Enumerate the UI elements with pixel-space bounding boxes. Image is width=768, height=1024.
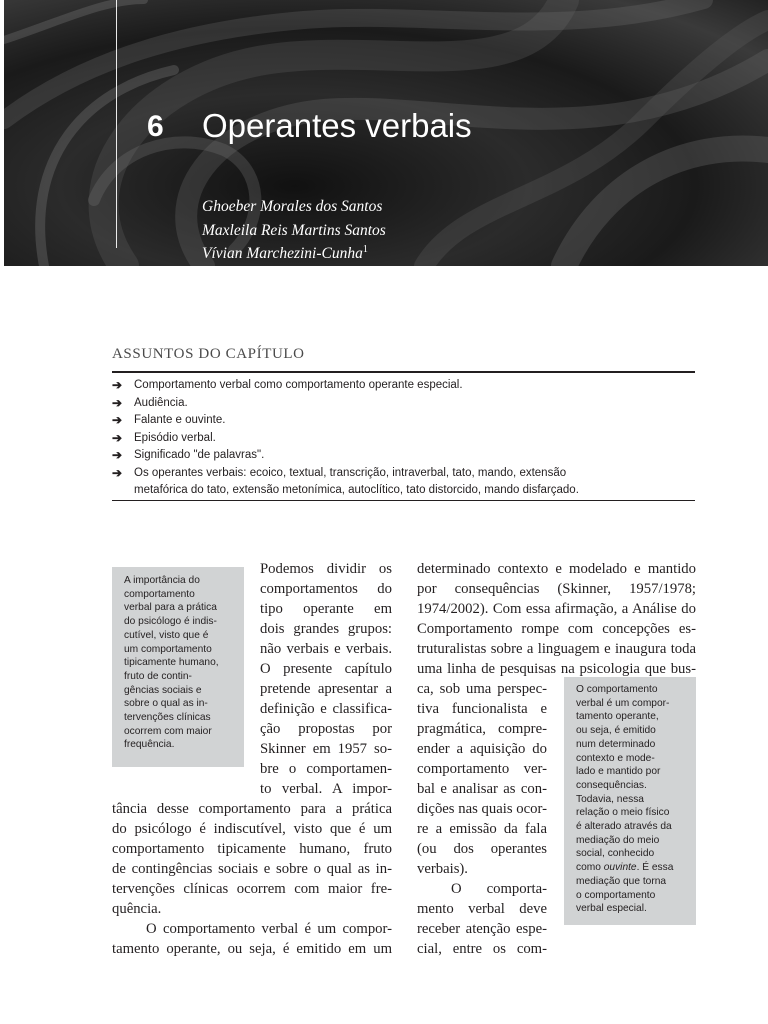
sidebar-line: contexto e mode- (576, 752, 655, 764)
author: Vívian Marchezini-Cunha$^1$ (202, 244, 368, 263)
body-text-line: não verbais e verbais. (260, 641, 392, 657)
body-text-line: do psicólogo é indiscutível, visto que é um (112, 821, 392, 837)
sidebar-line: verbal para a prática (124, 602, 217, 614)
body-column-1-narrow (260, 559, 392, 799)
sidebar-line: O comportamento (576, 684, 658, 695)
sidebar-line: tipicamente humano, (124, 657, 219, 669)
body-text-line: quência. (112, 901, 162, 917)
body-text-line: definição e classifica- (260, 701, 392, 717)
body-text-line: comportamentos do (260, 581, 392, 597)
sidebar-line: ocorrem com maior (124, 725, 212, 737)
topic-text: Audiência. (134, 396, 188, 409)
topic-item (112, 465, 695, 500)
chapter-title: Operantes verbais (202, 107, 472, 144)
arrow-right-icon: ➔ (112, 395, 123, 410)
sidebar-line: mediação que torna (576, 875, 667, 887)
body-text-line: cial, entre os com- (417, 941, 547, 957)
topic-item (112, 412, 695, 430)
sidebar-line: frequência. (124, 739, 175, 751)
body-text-line: bal e analisar as con- (417, 781, 547, 797)
topics-top-rule (112, 371, 695, 373)
sidebar-line: gências sociais e (124, 684, 202, 696)
body-text-line: dois grandes grupos: (260, 621, 392, 637)
body-text-line: O presente capítulo (260, 661, 392, 677)
body-text-line: tervenções clínicas ocorrem com maior fre- (112, 881, 392, 897)
topic-text: metafórica do tato, extensão metonímica, autoclítico, tato distorcido, mando disfarçado. (134, 484, 579, 496)
sidebar-line: tervenções clínicas (124, 712, 211, 724)
sidebar-line: relação o meio físico (576, 807, 670, 819)
arrow-right-icon: ➔ (112, 413, 123, 427)
sidebar-line: num determinado (576, 738, 656, 750)
body-text-line: comportamento tipicamente humano, fruto (112, 841, 392, 857)
sidebar-line: verbal é um compor- (576, 697, 670, 709)
topic-text: Os operantes verbais: ecoico, textual, transcrição, intraverbal, tato, mando, extensão (134, 466, 567, 479)
body-text-line: tamento operante, ou seja, é emitido em um (112, 941, 392, 957)
sidebar-line: é alterado através da (576, 821, 672, 833)
body-text-line: (ou dos operantes (417, 841, 547, 857)
body-text-line: comportamento ver- (417, 761, 547, 777)
header-vertical-rule (116, 0, 117, 248)
body-text-line: receber atenção espe- (417, 921, 547, 937)
sidebar-note-importance (112, 567, 244, 767)
topic-item (112, 377, 695, 395)
topics-list (112, 377, 695, 500)
body-column-2-wide (417, 559, 696, 679)
body-text-line: O comportamento verbal é um compor- (146, 921, 392, 937)
body-text-line: mento verbal deve (417, 901, 547, 917)
body-text-line: 1974/2002). Com essa afirmação, a Análise do (417, 601, 696, 617)
body-text-line: ca, sob uma perspec- (417, 681, 547, 697)
body-text-line: bre o comportamen- (260, 761, 392, 777)
body-text-line: pretende apresentar a (260, 681, 392, 697)
sidebar-line: cutível, visto que é (124, 629, 209, 641)
sidebar-line: do psicólogo é indis- (124, 616, 217, 628)
topic-text: Falante e ouvinte. (134, 414, 226, 426)
sidebar-line: ou seja, é emitido (576, 725, 656, 737)
body-text-line: to verbal. A impor- (260, 781, 392, 797)
body-text-line: O comporta- (451, 881, 547, 897)
topic-item (112, 447, 695, 465)
author: Ghoeber Morales dos Santos (202, 198, 383, 216)
body-text-line: truturalistas sobre a linguagem e inaugura toda (417, 641, 696, 657)
topic-text: Significado "de palavras". (134, 449, 265, 461)
body-text-line: ender a aquisição do (417, 741, 547, 757)
topics-heading: ASSUNTOS DO CAPÍTULO (112, 346, 305, 362)
sidebar-line: como ouvinte. É essa (576, 862, 674, 874)
sidebar-line: o comportamento (576, 889, 656, 901)
author: Maxleila Reis Martins Santos (202, 221, 386, 239)
chapter-header (4, 0, 768, 266)
sidebar-line: um comportamento (124, 643, 212, 655)
body-text-line: por consequências (Skinner, 1957/1978; (417, 581, 696, 597)
body-text-line: tiva funcionalista e (417, 701, 547, 717)
body-text-line: de contingências sociais e sobre o qual as in- (112, 861, 392, 877)
arrow-right-icon: ➔ (112, 378, 123, 392)
body-text-line: tipo operante em (260, 601, 392, 617)
body-text-line: uma linha de pesquisas na psicologia que bus- (417, 661, 696, 677)
body-text-line: verbais). (417, 861, 468, 877)
body-text-line: ção propostas por (260, 721, 392, 737)
body-text-line: tância desse comportamento para a prática (112, 801, 392, 817)
sidebar-line: A importância do (124, 575, 200, 586)
sidebar-line: tamento operante, (576, 711, 659, 723)
chapter-number: 6 (147, 110, 164, 143)
sidebar-line: social, conhecido (576, 848, 655, 860)
arrow-right-icon: ➔ (112, 465, 123, 480)
topic-text: Episódio verbal. (134, 431, 216, 444)
body-column-1-wide (112, 799, 392, 959)
sidebar-line: sobre o qual as in- (124, 698, 208, 710)
author-list (202, 193, 386, 264)
sidebar-note-definition (564, 677, 696, 925)
sidebar-line: consequências. (576, 779, 647, 791)
sidebar-line: comportamento (124, 588, 195, 600)
sidebar-line: lado e mantido por (576, 766, 661, 778)
topic-item (112, 395, 695, 413)
topic-item (112, 430, 695, 448)
topic-text: Comportamento verbal como comportamento operante especial. (134, 379, 463, 391)
body-text-line: Podemos dividir os (260, 561, 392, 577)
topics-bottom-rule (112, 500, 695, 501)
sidebar-line: verbal especial. (576, 903, 647, 915)
body-text-line: dições nas quais ocor- (417, 801, 547, 817)
arrow-right-icon: ➔ (112, 448, 123, 462)
body-text-line: pragmática, compre- (417, 721, 547, 737)
sidebar-line: mediação do meio (576, 834, 660, 846)
body-text-line: determinado contexto e modelado e mantido (417, 561, 696, 577)
body-text-line: Comportamento rompe com concepções es- (417, 621, 696, 637)
body-text-line: Skinner em 1957 so- (260, 741, 392, 757)
body-column-2-narrow (417, 679, 547, 959)
sidebar-line: fruto de contin- (124, 670, 192, 682)
sidebar-line: Todavia, nessa (576, 793, 644, 805)
arrow-right-icon: ➔ (112, 430, 123, 445)
body-text-line: re a emissão da fala (417, 821, 547, 837)
